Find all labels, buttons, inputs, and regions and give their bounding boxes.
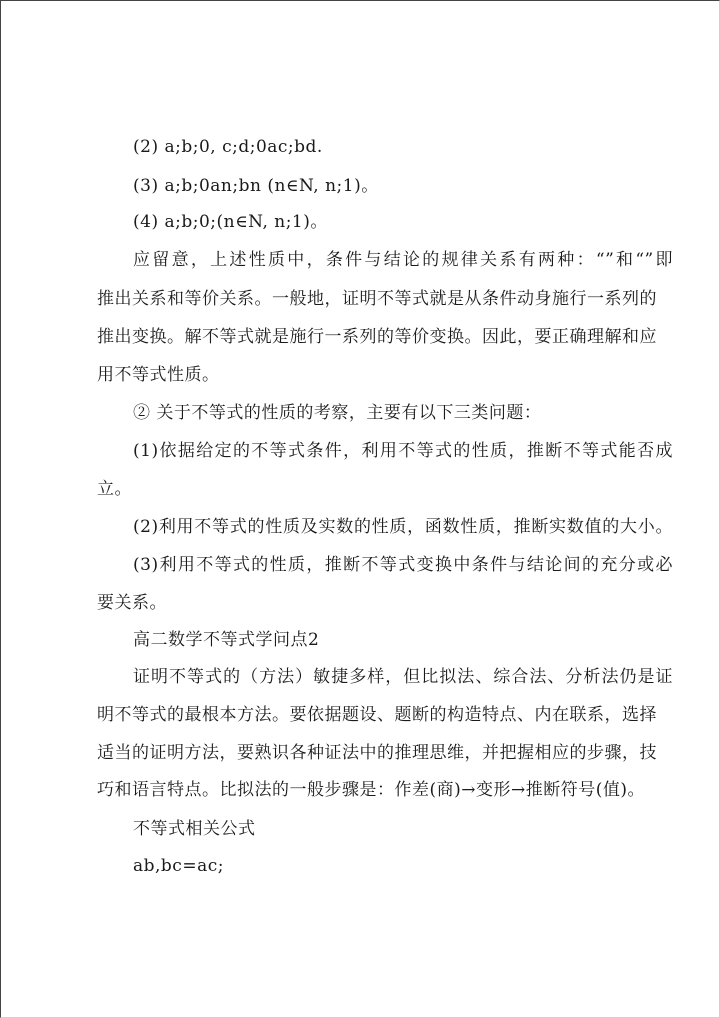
problem-3-line-1: (3)利用不等式的性质，推断不等式变换中条件与结论间的充分或必 <box>133 555 673 575</box>
proof-paragraph-line-3: 适当的证明方法，要熟识各种证法中的推理思维，并把握相应的步骤，技 <box>97 743 657 763</box>
proof-paragraph-line-4: 巧和语言特点。比拟法的一般步骤是：作差(商)→变形→推断符号(值)。 <box>97 780 646 800</box>
formula-heading: 不等式相关公式 <box>133 819 256 839</box>
problem-2-line: (2)利用不等式的性质及实数的性质，函数性质，推断实数值的大小。 <box>133 517 673 537</box>
section-2-heading: ② 关于不等式的性质的考察，主要有以下三类问题： <box>133 403 542 423</box>
paragraph-note-line-1: 应留意，上述性质中，条件与结论的规律关系有两种：“”和“”即 <box>133 250 673 270</box>
paragraph-note-line-2: 推出关系和等价关系。一般地，证明不等式就是从条件动身施行一系列的 <box>97 289 657 309</box>
problem-1-line-1: (1)依据给定的不等式条件，利用不等式的性质，推断不等式能否成 <box>133 441 673 461</box>
formula-line: ab,bc=ac; <box>133 856 224 876</box>
paragraph-note-line-3: 推出变换。解不等式就是施行一系列的等价变换。因此，要正确理解和应 <box>97 327 657 347</box>
paragraph-note-line-4: 用不等式性质。 <box>97 365 220 385</box>
proof-paragraph-line-2: 明不等式的最根本方法。要依据题设、题断的构造特点、内在联系，选择 <box>97 705 657 725</box>
problem-3-line-2: 要关系。 <box>97 593 167 613</box>
property-4-line: (4) a;b;0;(n∈N, n;1)。 <box>133 212 328 232</box>
property-2-line: (2) a;b;0, c;d;0ac;bd. <box>133 137 323 157</box>
problem-1-line-2: 立。 <box>97 479 132 499</box>
property-3-line: (3) a;b;0an;bn (n∈N, n;1)。 <box>133 176 379 196</box>
proof-paragraph-line-1: 证明不等式的（方法）敏捷多样，但比拟法、综合法、分析法仍是证 <box>133 667 673 687</box>
knowledge-point-heading: 高二数学不等式学问点2 <box>133 630 320 650</box>
